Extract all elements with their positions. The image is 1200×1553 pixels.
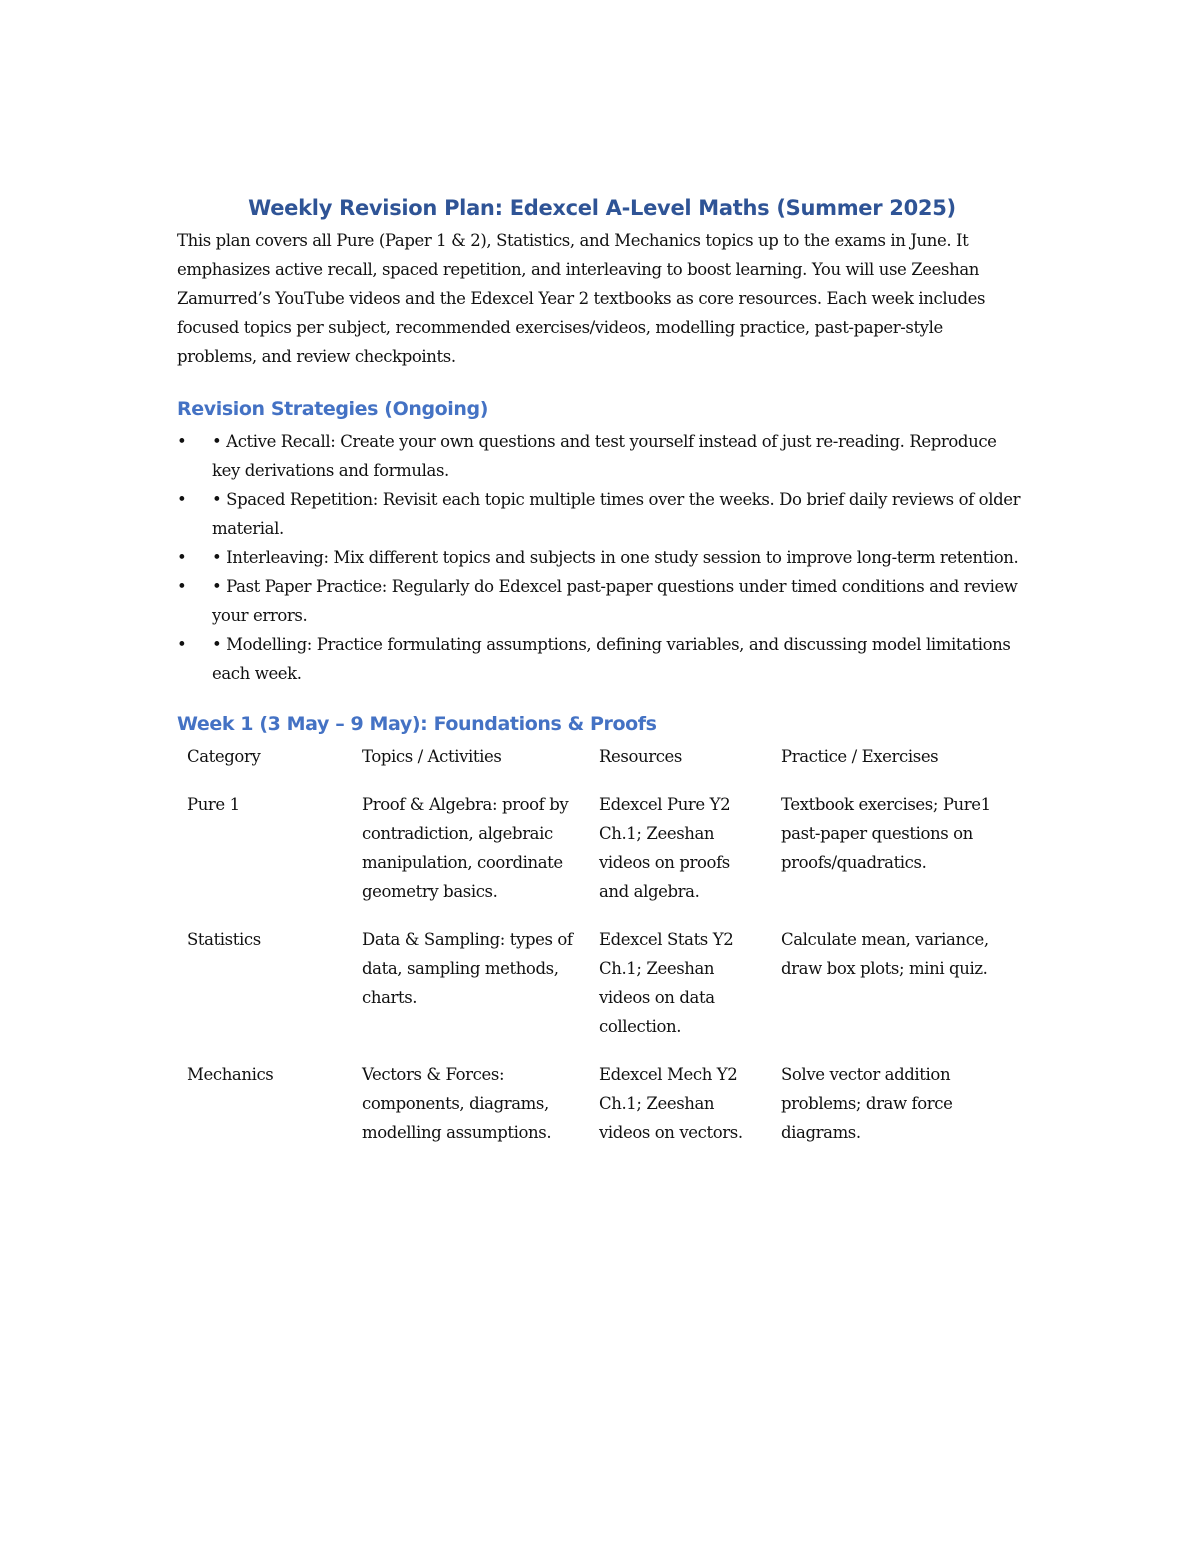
- table-row: [177, 925, 1027, 1060]
- table-header-row: [177, 742, 1027, 790]
- column-header-resources: Resources: [599, 747, 682, 766]
- column-header-practice: Practice / Exercises: [781, 747, 939, 766]
- cell-practice: Textbook exercises; Pure1 past-paper questions on proofs/quadratics.: [781, 795, 991, 872]
- intro-paragraph: This plan covers all Pure (Paper 1 & 2), Statistics, and Mechanics topics up to the exams in June. It emphasizes active recall, spaced repetition, and interleaving to boost learning. You will use Zeeshan Zamurred’s YouTube videos and the Edexcel Year 2 textbooks as core resources. Each week includes focused topics per subject, recommended exercises/videos, modelling practice, past-paper-style problems, and review checkpoints.: [177, 231, 986, 366]
- strategy-item: [177, 572, 1027, 630]
- strategy-text: • Interleaving: Mix different topics and subjects in one study session to improve long-term retention.: [212, 548, 1019, 567]
- strategy-text: • Modelling: Practice formulating assumptions, defining variables, and discussing model limitations each week.: [212, 635, 1011, 683]
- strategy-text: • Spaced Repetition: Revisit each topic multiple times over the weeks. Do brief daily reviews of older material.: [212, 490, 1021, 538]
- strategy-item: [177, 630, 1027, 688]
- cell-topics: Data & Sampling: types of data, sampling methods, charts.: [362, 930, 573, 1007]
- bullet-icon: •: [177, 548, 187, 567]
- cell-resources: Edexcel Mech Y2 Ch.1; Zeeshan videos on vectors.: [599, 1065, 743, 1142]
- document-page: [177, 190, 1027, 1166]
- strategy-text: • Past Paper Practice: Regularly do Edexcel past-paper questions under timed conditions and review your errors.: [212, 577, 1018, 625]
- cell-topics: Proof & Algebra: proof by contradiction, algebraic manipulation, coordinate geometry basics.: [362, 795, 569, 901]
- table-row: [177, 1060, 1027, 1166]
- column-header-category: Category: [187, 747, 261, 766]
- strategies-heading: Revision Strategies (Ongoing): [177, 398, 489, 420]
- strategy-item: [177, 543, 1027, 572]
- cell-practice: Solve vector addition problems; draw force diagrams.: [781, 1065, 953, 1142]
- column-header-topics: Topics / Activities: [362, 747, 502, 766]
- cell-resources: Edexcel Pure Y2 Ch.1; Zeeshan videos on proofs and algebra.: [599, 795, 731, 901]
- bullet-icon: •: [177, 432, 187, 451]
- cell-category: Pure 1: [187, 795, 240, 814]
- table-row: [177, 790, 1027, 925]
- cell-topics: Vectors & Forces: components, diagrams, modelling assumptions.: [362, 1065, 552, 1142]
- strategies-list: [177, 427, 1027, 688]
- document-title: Weekly Revision Plan: Edexcel A-Level Maths (Summer 2025): [248, 196, 956, 220]
- bullet-icon: •: [177, 577, 187, 596]
- cell-category: Statistics: [187, 930, 261, 949]
- bullet-icon: •: [177, 635, 187, 654]
- bullet-icon: •: [177, 490, 187, 509]
- strategy-text: • Active Recall: Create your own questions and test yourself instead of just re-reading. Reproduce key derivations and formulas.: [212, 432, 997, 480]
- cell-category: Mechanics: [187, 1065, 274, 1084]
- cell-practice: Calculate mean, variance, draw box plots; mini quiz.: [781, 930, 989, 978]
- strategy-item: [177, 485, 1027, 543]
- cell-resources: Edexcel Stats Y2 Ch.1; Zeeshan videos on data collection.: [599, 930, 734, 1036]
- week1-table: [177, 742, 1027, 1166]
- week1-heading: Week 1 (3 May – 9 May): Foundations & Proofs: [177, 713, 657, 735]
- strategy-item: [177, 427, 1027, 485]
